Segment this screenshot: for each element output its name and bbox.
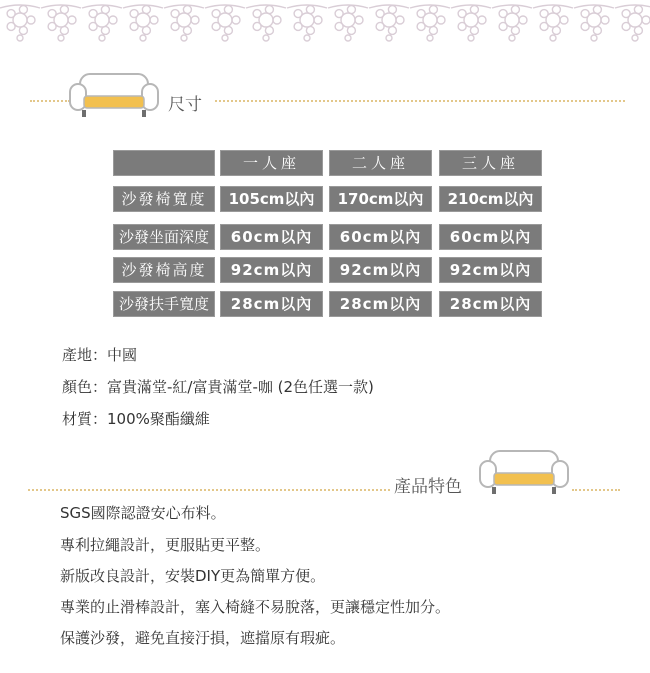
color-text: 顏色：富貴滿堂-紅/富貴滿堂-咖 (2色任選一款): [62, 378, 374, 396]
row-label-height: 沙發椅高度: [113, 257, 215, 283]
features-divider-right: [572, 489, 620, 491]
lace-petal: [89, 10, 97, 18]
lace-drop: [181, 35, 187, 41]
lace-petal: [355, 16, 363, 24]
lace-petal: [253, 22, 261, 30]
lace-petal: [7, 22, 15, 30]
lace-petal: [253, 10, 261, 18]
lace-petal: [89, 22, 97, 30]
lace-drop: [222, 35, 228, 41]
row-label-width: 沙發椅寬度: [113, 186, 215, 212]
lace-petal: [499, 10, 507, 18]
lace-petal: [191, 16, 199, 24]
lace-drop: [468, 35, 474, 41]
origin-text: 產地：中國: [62, 346, 138, 364]
lace-petal: [634, 26, 642, 34]
lace-petal: [183, 6, 191, 14]
lace-petal: [294, 22, 302, 30]
lace-petal: [581, 10, 589, 18]
lace-petal: [265, 26, 273, 34]
lace-drop: [427, 35, 433, 41]
lace-petal: [212, 22, 220, 30]
lace-drop: [99, 35, 105, 41]
lace-petal: [60, 26, 68, 34]
lace-petal: [109, 16, 117, 24]
lace-petal: [294, 10, 302, 18]
lace-petal: [142, 26, 150, 34]
lace-drop: [345, 35, 351, 41]
lace-border-decoration: [0, 0, 650, 48]
table-cell: 28cm以內: [220, 291, 323, 317]
lace-petal: [642, 16, 650, 24]
lace-petal: [396, 16, 404, 24]
feature-item: 專業的止滑棒設計，塞入椅縫不易脫落，更讓穩定性加分。: [60, 598, 451, 616]
lace-petal: [224, 6, 232, 14]
lace-petal: [593, 26, 601, 34]
feature-item: SGS國際認證安心布料。: [60, 504, 226, 522]
lace-petal: [499, 22, 507, 30]
lace-drop: [632, 35, 638, 41]
table-cell: 60cm以內: [329, 224, 432, 250]
lace-petal: [48, 10, 56, 18]
lace-petal: [429, 26, 437, 34]
table-cell: 92cm以內: [329, 257, 432, 283]
table-header-two-seat: 二人座: [329, 150, 432, 176]
lace-petal: [560, 16, 568, 24]
lace-drop: [509, 35, 515, 41]
lace-petal: [19, 26, 27, 34]
lace-drop: [58, 35, 64, 41]
lace-petal: [306, 26, 314, 34]
lace-petal: [273, 16, 281, 24]
table-cell: 210cm以內: [439, 186, 542, 212]
lace-petal: [68, 16, 76, 24]
lace-petal: [601, 16, 609, 24]
table-cell: 92cm以內: [220, 257, 323, 283]
lace-petal: [417, 10, 425, 18]
lace-petal: [634, 6, 642, 14]
size-divider-left: [30, 100, 70, 102]
lace-petal: [224, 26, 232, 34]
lace-petal: [388, 26, 396, 34]
lace-petal: [347, 26, 355, 34]
lace-petal: [212, 10, 220, 18]
lace-petal: [130, 22, 138, 30]
lace-petal: [48, 22, 56, 30]
lace-petal: [150, 16, 158, 24]
material-text: 材質：100%聚酯纖維: [62, 410, 210, 428]
lace-petal: [142, 6, 150, 14]
lace-petal: [60, 6, 68, 14]
lace-petal: [306, 6, 314, 14]
table-header-empty: [113, 150, 215, 176]
lace-petal: [19, 6, 27, 14]
table-cell: 60cm以內: [220, 224, 323, 250]
lace-drop: [591, 35, 597, 41]
feature-item: 新版改良設計，安裝DIY更為簡單方便。: [60, 567, 326, 585]
lace-drop: [140, 35, 146, 41]
size-section-title: 尺寸: [168, 95, 202, 115]
lace-drop: [550, 35, 556, 41]
table-cell: 28cm以內: [329, 291, 432, 317]
lace-petal: [183, 26, 191, 34]
table-cell: 92cm以內: [439, 257, 542, 283]
lace-petal: [101, 6, 109, 14]
lace-petal: [27, 16, 35, 24]
lace-petal: [458, 10, 466, 18]
lace-drop: [17, 35, 23, 41]
lace-petal: [437, 16, 445, 24]
feature-item: 保護沙發，避免直接汙損，遮擋原有瑕疵。: [60, 629, 346, 647]
table-cell: 60cm以內: [439, 224, 542, 250]
row-label-armrest: 沙發扶手寬度: [113, 291, 215, 317]
table-cell: 105cm以內: [220, 186, 323, 212]
lace-petal: [622, 10, 630, 18]
lace-petal: [376, 22, 384, 30]
lace-drop: [304, 35, 310, 41]
lace-petal: [171, 22, 179, 30]
lace-petal: [265, 6, 273, 14]
lace-petal: [470, 6, 478, 14]
features-section-title: 產品特色: [394, 477, 462, 497]
lace-petal: [540, 22, 548, 30]
lace-petal: [347, 6, 355, 14]
lace-petal: [388, 6, 396, 14]
lace-petal: [478, 16, 486, 24]
lace-petal: [458, 22, 466, 30]
lace-petal: [130, 10, 138, 18]
table-cell: 28cm以內: [439, 291, 542, 317]
sofa-icon: [478, 447, 570, 495]
lace-petal: [511, 6, 519, 14]
table-header-one-seat: 一人座: [220, 150, 323, 176]
lace-petal: [552, 26, 560, 34]
lace-petal: [622, 22, 630, 30]
lace-petal: [540, 10, 548, 18]
row-label-depth: 沙發坐面深度: [113, 224, 215, 250]
lace-petal: [232, 16, 240, 24]
features-divider-left: [28, 489, 390, 491]
lace-petal: [511, 26, 519, 34]
table-header-three-seat: 三人座: [439, 150, 542, 176]
lace-petal: [171, 10, 179, 18]
lace-petal: [7, 10, 15, 18]
lace-arc: [615, 5, 650, 8]
lace-petal: [314, 16, 322, 24]
lace-petal: [417, 22, 425, 30]
lace-petal: [101, 26, 109, 34]
lace-petal: [519, 16, 527, 24]
lace-petal: [552, 6, 560, 14]
lace-petal: [335, 10, 343, 18]
lace-drop: [263, 35, 269, 41]
lace-petal: [581, 22, 589, 30]
lace-drop: [386, 35, 392, 41]
lace-petal: [335, 22, 343, 30]
lace-petal: [429, 6, 437, 14]
lace-petal: [593, 6, 601, 14]
size-divider-right: [215, 100, 625, 102]
lace-petal: [470, 26, 478, 34]
sofa-icon: [68, 70, 160, 118]
table-cell: 170cm以內: [329, 186, 432, 212]
lace-petal: [376, 10, 384, 18]
feature-item: 專利拉繩設計，更服貼更平整。: [60, 536, 271, 554]
